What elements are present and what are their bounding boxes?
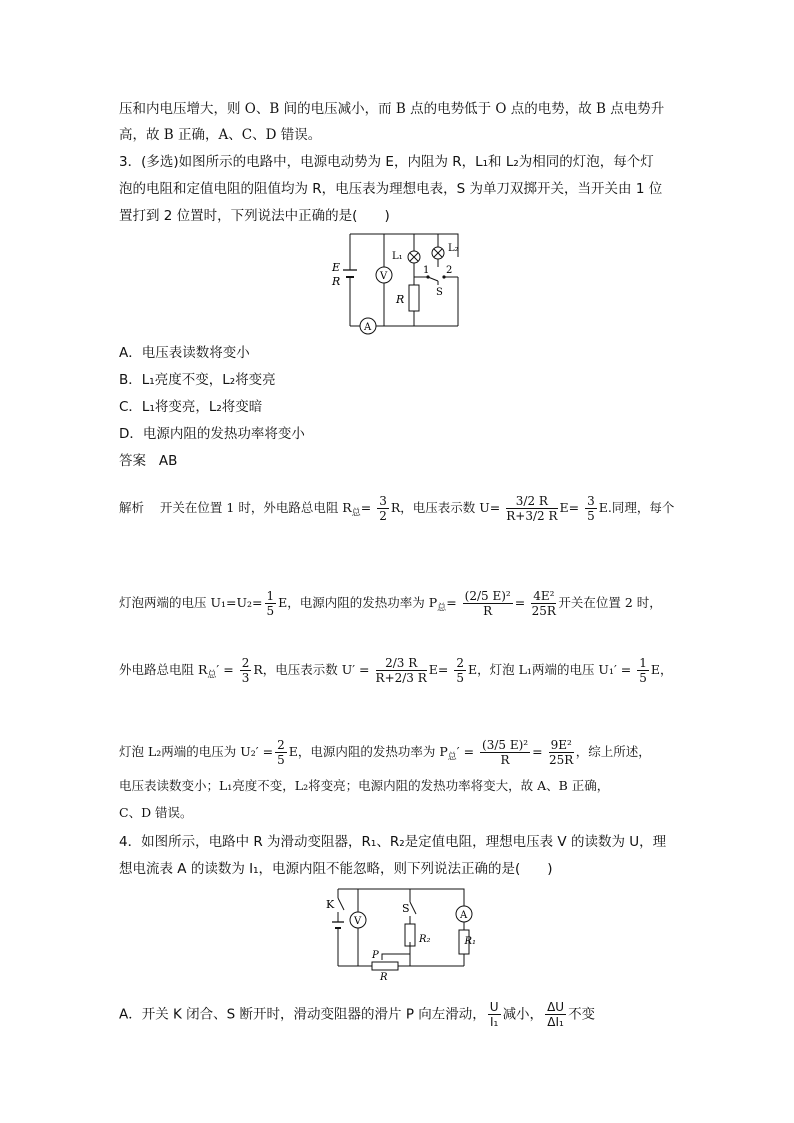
q3-fig-V: V bbox=[380, 271, 388, 282]
analysis-l2e: 开关在位置 2 时， bbox=[558, 595, 662, 610]
analysis-l1b: = bbox=[360, 500, 372, 515]
q3-fig-L2: L₂ bbox=[448, 243, 459, 254]
q4-stem-1: 4．如图所示，电路中 R 为滑动变阻器，R₁、R₂是定值电阻，理想电压表 V 的读数为 U，理 bbox=[119, 834, 667, 850]
q4-fig-R1: R₁ bbox=[464, 936, 476, 947]
analysis-line-6: C、D 错误。 bbox=[119, 805, 193, 820]
frac-U2: $\frac{2/3 R}{R+2/3 R}$ bbox=[375, 656, 427, 685]
prev-line-2: 高，故 B 正确，A、C、D 错误。 bbox=[119, 127, 322, 143]
frac-U1: $\frac{3/2 R}{R+3/2 R}$ bbox=[506, 494, 558, 523]
frac-P1: $\frac{\text{(2/5 E)²}}{R}$ bbox=[464, 589, 511, 618]
q3-option-c: C．L₁将变亮，L₂将变暗 bbox=[119, 399, 263, 415]
analysis-l1c: R，电压表示数 U= bbox=[390, 500, 501, 515]
answer-label: 答案 bbox=[119, 453, 146, 469]
q4-fig-S: S bbox=[402, 902, 410, 915]
q3-fig-A: A bbox=[364, 322, 372, 333]
analysis-label: 解析 bbox=[119, 500, 145, 515]
frac-P1-result: $\frac{\text{4E²}}{25R}$ bbox=[531, 589, 556, 618]
q4-fig-V: V bbox=[354, 916, 362, 927]
q4-stem-2: 想电流表 A 的读数为 I₁，电源内阻不能忽略，则下列说法正确的是( ) bbox=[119, 861, 553, 877]
q3-fig-R: R bbox=[396, 293, 405, 306]
frac-1-5: $\frac{1}{5}$ bbox=[266, 589, 275, 618]
q3-stem-1: 3．(多选)如图所示的电路中，电源电动势为 E，内阻为 R，L₁和 L₂为相同的灯泡，每个灯 bbox=[119, 154, 654, 170]
q3-option-b: B．L₁亮度不变，L₂将变亮 bbox=[119, 372, 276, 388]
analysis-line-5: 电压表读数变小；L₁亮度不变，L₂将变亮；电源内阻的发热功率将变大，故 A、B 正确， bbox=[119, 778, 610, 793]
q4-fig-P: P bbox=[372, 950, 379, 961]
frac-3-5: $\frac{3}{5}$ bbox=[587, 494, 595, 523]
q3-stem-2: 泡的电阻和定值电阻的阻值均为 R，电压表为理想电表，S 为单刀双掷开关，当开关由 1 位 bbox=[119, 181, 663, 197]
q4-option-a: A．开关 K 闭合、S 断开时，滑动变阻器的滑片 P 向左滑动， $\frac{U}{\text{I₁}}$ 减小， $\frac{\Delta U}{\text{ΔI₁}}$ 不变 bbox=[119, 1000, 596, 1029]
prev-line-1: 压和内电压增大，则 O、B 间的电压减小，而 B 点的电势低于 O 点的电势，故 B 点电势升 bbox=[119, 101, 665, 117]
frac-P2-result: $\frac{\text{9E²}}{25R}$ bbox=[549, 738, 574, 767]
analysis-l1a: 开关在位置 1 时，外电路总电阻 R bbox=[159, 500, 352, 515]
sub-total: 总 bbox=[351, 508, 361, 519]
q4-circuit-diagram bbox=[326, 884, 476, 980]
analysis-line-4: 灯泡 L₂两端的电压为 U₂′ = $\frac{2}{5}$ E，电源内阻的发热功率为 $P_总'$ = $\frac{\text{(3/5 E)²}}{R}$ = $\frac{\text{9E²}}{25R}$ ，综上所述， bbox=[119, 738, 651, 767]
q3-fig-S: S bbox=[436, 287, 443, 298]
analysis-l1e: E.同理，每个 bbox=[598, 500, 675, 515]
analysis-line-2: 灯泡两端的电压 U₁=U₂= $\frac{1}{5}$ E，电源内阻的发热功率为 $P_总=$ $\frac{\text{(2/5 E)²}}{R}$ = $\frac{\text{4E²}}{25R}$ 开关在位置 2 时， bbox=[119, 589, 662, 618]
q3-fig-L1: L₁ bbox=[392, 251, 403, 262]
analysis-line-3: 外电路总电阻 $R_总'$ = $\frac{2}{3}$ R，电压表示数 U′ = $\frac{2/3 R}{R+2/3 R}$ E= $\frac{2}{5}$ E，灯泡 L₁两端的电压 U₁′ = $\frac{1}{5}$ E， bbox=[119, 656, 673, 685]
analysis-l2a: 灯泡两端的电压 U₁=U₂= bbox=[119, 595, 263, 610]
q3-answer-line bbox=[119, 452, 177, 470]
q3-option-d: D．电源内阻的发热功率将变小 bbox=[119, 426, 305, 442]
frac-P2: $\frac{\text{(3/5 E)²}}{R}$ bbox=[482, 738, 529, 767]
q4-fig-R2: R₂ bbox=[419, 934, 431, 945]
analysis-line-1 bbox=[119, 494, 674, 523]
frac-3-2: $\frac{3}{2}$ bbox=[379, 494, 387, 523]
q4-fig-A: A bbox=[460, 910, 468, 921]
frac-U-I1: $\frac{U}{\text{I₁}}$ bbox=[489, 1000, 499, 1029]
q3-fig-E: E bbox=[332, 261, 341, 274]
q3-fig-p1: 1 bbox=[423, 265, 430, 276]
q3-stem-3: 置打到 2 位置时，下列说法中正确的是( ) bbox=[119, 208, 390, 224]
answer-value: AB bbox=[158, 453, 178, 469]
q3-fig-Rsrc: R bbox=[332, 275, 341, 288]
q4-fig-R: R bbox=[380, 972, 388, 980]
q3-fig-p2: 2 bbox=[446, 265, 453, 276]
analysis-l2b: E，电源内阻的发热功率为 P bbox=[278, 595, 438, 610]
analysis-l1d: E= bbox=[559, 500, 580, 515]
frac-2-5: $\frac{2}{5}$ bbox=[456, 656, 465, 685]
frac-dU-dI1: $\frac{\Delta U}{\text{ΔI₁}}$ bbox=[547, 1000, 565, 1029]
q3-option-a: A．电压表读数将变小 bbox=[119, 345, 250, 361]
q3-circuit-diagram bbox=[328, 229, 468, 337]
q4-fig-K: K bbox=[326, 898, 335, 911]
frac-2-3: $\frac{2}{3}$ bbox=[241, 656, 250, 685]
